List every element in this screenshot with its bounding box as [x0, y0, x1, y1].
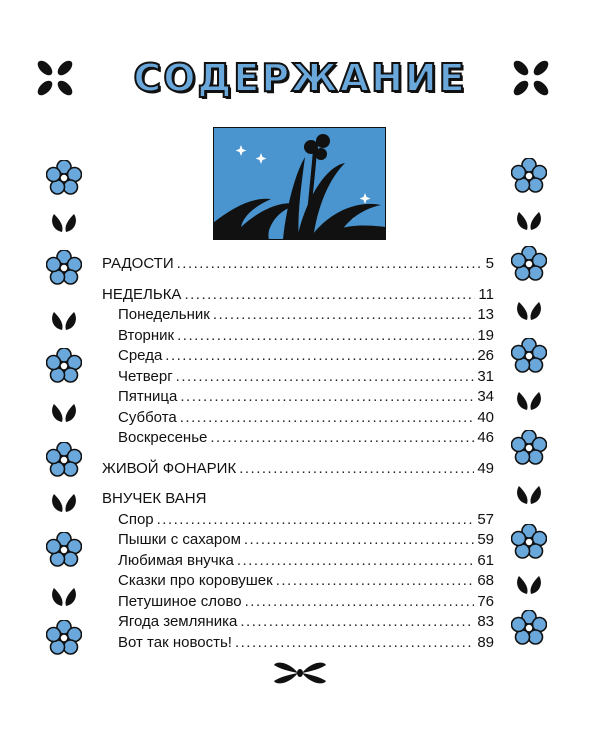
toc-entry[interactable]: Сказки про коровушек ..... 68: [102, 571, 494, 592]
toc-entry[interactable]: РАДОСТИ ..... 5: [102, 254, 494, 275]
toc-entry[interactable]: Воскресенье ..... 46: [102, 428, 494, 449]
night-plant-illustration: [213, 127, 386, 240]
leaf-pair-icon: [511, 574, 547, 596]
blue-flower-icon: [46, 532, 82, 568]
toc-entry[interactable]: Пятница ..... 34: [102, 387, 494, 408]
blue-flower-icon: [46, 442, 82, 478]
blue-flower-icon: [511, 246, 547, 282]
leaf-pair-icon: [46, 586, 82, 608]
blue-flower-icon: [46, 620, 82, 656]
four-petal-ornament-icon: [34, 57, 76, 99]
leaf-pair-icon: [46, 310, 82, 332]
toc-entry[interactable]: Понедельник ..... 13: [102, 305, 494, 326]
toc-entry[interactable]: Вторник ..... 19: [102, 326, 494, 347]
blue-flower-icon: [511, 524, 547, 560]
left-ornament-column: [46, 150, 86, 660]
toc-entry[interactable]: Ягода земляника ..... 83: [102, 612, 494, 633]
leaf-pair-icon: [46, 402, 82, 424]
toc-section-heading[interactable]: ВНУЧЕК ВАНЯ: [102, 490, 207, 507]
blue-flower-icon: [46, 160, 82, 196]
toc-entry[interactable]: Пышки с сахаром ..... 59: [102, 530, 494, 551]
bow-ornament-icon: [272, 659, 328, 687]
blue-flower-icon: [511, 430, 547, 466]
leaf-pair-icon: [46, 212, 82, 234]
toc-entry[interactable]: Четверг ..... 31: [102, 367, 494, 388]
toc-entry[interactable]: Суббота ..... 40: [102, 408, 494, 429]
right-ornament-column: [511, 150, 551, 660]
blue-flower-icon: [511, 610, 547, 646]
toc-entry[interactable]: Любимая внучка ..... 61: [102, 551, 494, 572]
toc-entry[interactable]: Петушиное слово ..... 76: [102, 592, 494, 613]
blue-flower-icon: [46, 250, 82, 286]
four-petal-ornament-icon: [510, 57, 552, 99]
leaf-pair-icon: [46, 492, 82, 514]
blue-flower-icon: [511, 158, 547, 194]
toc-entry[interactable]: Спор ..... 57: [102, 510, 494, 531]
table-of-contents: [102, 254, 494, 653]
toc-entry[interactable]: Вот так новость! ..... 89: [102, 633, 494, 654]
page-title: СОДЕРЖАНИЕ: [133, 56, 467, 100]
leaf-pair-icon: [511, 210, 547, 232]
leaf-pair-icon: [511, 484, 547, 506]
toc-entry[interactable]: НЕДЕЛЬКА ..... 11: [102, 285, 494, 306]
leaf-pair-icon: [511, 390, 547, 412]
blue-flower-icon: [46, 348, 82, 384]
toc-entry[interactable]: ЖИВОЙ ФОНАРИК ..... 49: [102, 459, 494, 480]
leaf-pair-icon: [511, 300, 547, 322]
toc-entry[interactable]: Среда ..... 26: [102, 346, 494, 367]
blue-flower-icon: [511, 338, 547, 374]
